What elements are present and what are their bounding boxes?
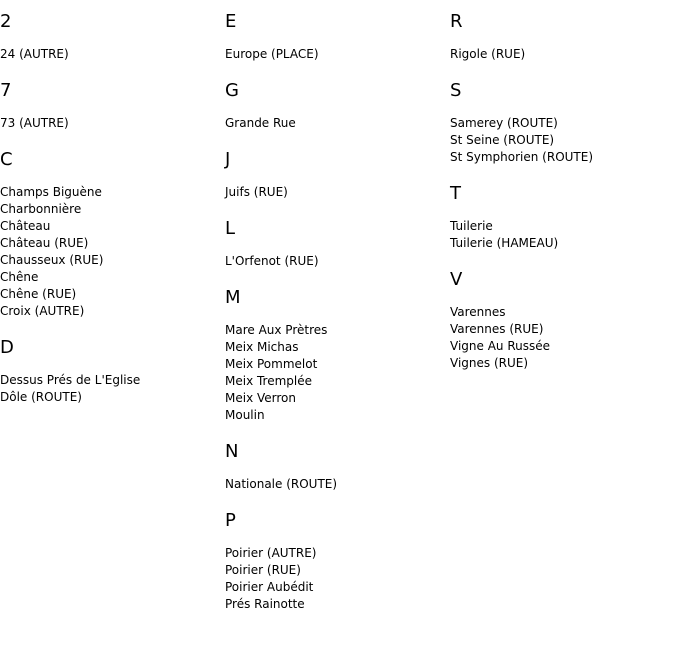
index-column	[0, 10, 225, 422]
street-link[interactable]: Rigole (RUE)	[450, 47, 526, 61]
letter-group	[225, 217, 450, 270]
letter-group	[450, 79, 675, 166]
letter-group	[225, 148, 450, 201]
index-column	[225, 10, 450, 629]
letter-group	[225, 79, 450, 132]
index-column	[450, 10, 675, 388]
street-link[interactable]: 24 (AUTRE)	[0, 47, 69, 61]
street-link[interactable]: Moulin	[225, 408, 265, 422]
street-link[interactable]: 73 (AUTRE)	[0, 116, 69, 130]
street-link[interactable]: Charbonnière	[0, 202, 82, 216]
letter-group	[450, 268, 675, 372]
street-link[interactable]: Varennes	[450, 305, 506, 319]
street-link[interactable]: Poirier (RUE)	[225, 563, 301, 577]
letter-heading: 7	[0, 80, 12, 101]
letter-group	[225, 509, 450, 613]
letter-group	[225, 440, 450, 493]
street-link[interactable]: Château (RUE)	[0, 236, 89, 250]
street-link[interactable]: L'Orfenot (RUE)	[225, 254, 319, 268]
letter-heading: 2	[0, 11, 12, 32]
letter-heading: P	[225, 510, 236, 531]
street-link[interactable]: St Symphorien (ROUTE)	[450, 150, 594, 164]
letter-heading: R	[450, 11, 463, 32]
street-link[interactable]: St Seine (ROUTE)	[450, 133, 555, 147]
street-link[interactable]: Varennes (RUE)	[450, 322, 544, 336]
street-link[interactable]: Champs Biguène	[0, 185, 102, 199]
street-link[interactable]: Juifs (RUE)	[225, 185, 288, 199]
street-link[interactable]: Chêne	[0, 270, 39, 284]
street-link[interactable]: Chêne (RUE)	[0, 287, 77, 301]
street-link[interactable]: Meix Tremplée	[225, 374, 313, 388]
letter-group	[0, 336, 225, 406]
letter-group	[0, 10, 225, 63]
street-link[interactable]: Europe (PLACE)	[225, 47, 319, 61]
letter-heading: T	[450, 183, 461, 204]
street-link[interactable]: Meix Verron	[225, 391, 296, 405]
street-link[interactable]: Meix Pommelot	[225, 357, 318, 371]
street-link[interactable]: Meix Michas	[225, 340, 299, 354]
street-link[interactable]: Poirier Aubédit	[225, 580, 314, 594]
street-link[interactable]: Mare Aux Prètres	[225, 323, 328, 337]
street-link[interactable]: Poirier (AUTRE)	[225, 546, 317, 560]
street-link[interactable]: Chausseux (RUE)	[0, 253, 104, 267]
street-link[interactable]: Samerey (ROUTE)	[450, 116, 558, 130]
street-link[interactable]: Château	[0, 219, 51, 233]
letter-group	[450, 10, 675, 63]
street-link[interactable]: Vignes (RUE)	[450, 356, 529, 370]
letter-group	[0, 148, 225, 320]
street-link[interactable]: Prés Rainotte	[225, 597, 305, 611]
letter-heading: G	[225, 80, 239, 101]
letter-heading: E	[225, 11, 237, 32]
letter-group	[450, 182, 675, 252]
letter-group	[0, 79, 225, 132]
street-link[interactable]: Nationale (ROUTE)	[225, 477, 338, 491]
letter-heading: L	[225, 218, 236, 239]
street-link[interactable]: Tuilerie	[450, 219, 493, 233]
street-link[interactable]: Grande Rue	[225, 116, 296, 130]
letter-heading: C	[0, 149, 13, 170]
street-link[interactable]: Dôle (ROUTE)	[0, 390, 82, 404]
letter-heading: N	[225, 441, 239, 462]
letter-heading: S	[450, 80, 462, 101]
letter-heading: V	[450, 269, 463, 290]
letter-group	[225, 286, 450, 424]
letter-heading: D	[0, 337, 14, 358]
letter-group	[225, 10, 450, 63]
letter-heading: J	[225, 149, 231, 170]
letter-heading: M	[225, 287, 241, 308]
street-link[interactable]: Tuilerie (HAMEAU)	[450, 236, 559, 250]
street-link[interactable]: Vigne Au Russée	[450, 339, 551, 353]
street-link[interactable]: Dessus Prés de L'Eglise	[0, 373, 141, 387]
street-link[interactable]: Croix (AUTRE)	[0, 304, 85, 318]
